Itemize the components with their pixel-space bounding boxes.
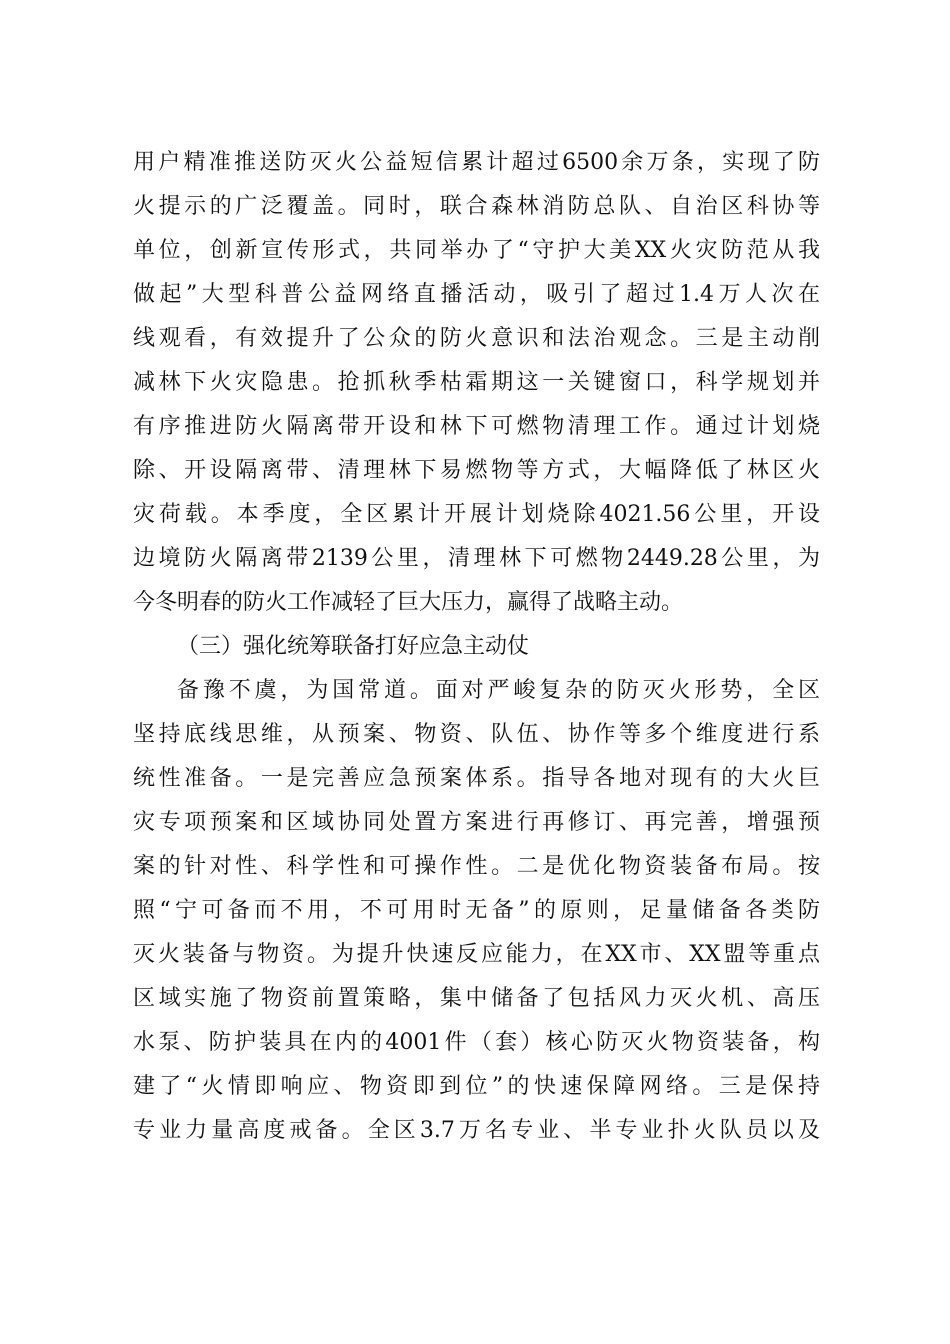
paragraph-line: 减林下火灾隐患。抢抓秋季枯霜期这一关键窗口，科学规划并 [133,370,820,395]
paragraph-line: 区域实施了物资前置策略，集中储备了包括风力灭火机、高压 [133,986,820,1011]
paragraph-line: 火提示的广泛覆盖。同时，联合森林消防总队、自治区科协等 [133,194,820,219]
paragraph-line: 今冬明春的防火工作减轻了巨大压力，赢得了战略主动。 [133,590,684,615]
paragraph-line: 坚持底线思维，从预案、物资、队伍、协作等多个维度进行系 [133,722,820,747]
paragraph-line: 灾荷载。本季度，全区累计开展计划烧除4021.56公里，开设 [133,502,820,527]
paragraph-line: 案的针对性、科学性和可操作性。二是优化物资装备布局。按 [133,854,820,879]
paragraph-line: 单位，创新宣传形式，共同举办了“守护大美XX火灾防范从我 [133,238,820,263]
paragraph-line: 备豫不虞，为国常道。面对严峻复杂的防灭火形势，全区 [177,678,820,703]
paragraph-line: 做起”大型科普公益网络直播活动，吸引了超过1.4万人次在 [133,282,820,307]
paragraph-line: 建了“火情即响应、物资即到位”的快速保障网络。三是保持 [133,1074,820,1099]
paragraph-line: 专业力量高度戒备。全区3.7万名专业、半专业扑火队员以及 [133,1118,820,1143]
paragraph-line: 除、开设隔离带、清理林下易燃物等方式，大幅降低了林区火 [133,458,820,483]
paragraph-line: 边境防火隔离带2139公里，清理林下可燃物2449.28公里，为 [133,546,820,571]
paragraph-line: 灾专项预案和区域协同处置方案进行再修订、再完善，增强预 [133,810,820,835]
paragraph-line: 水泵、防护装具在内的4001件（套）核心防灭火物资装备，构 [133,1030,820,1055]
paragraph-line: 照“宁可备而不用，不可用时无备”的原则，足量储备各类防 [133,898,820,923]
paragraph-line: 灭火装备与物资。为提升快速反应能力，在XX市、XX盟等重点 [133,942,820,967]
paragraph-line: 用户精准推送防灭火公益短信累计超过6500余万条，实现了防 [133,150,820,175]
paragraph-line: 有序推进防火隔离带开设和林下可燃物清理工作。通过计划烧 [133,414,820,439]
paragraph-line: 线观看，有效提升了公众的防火意识和法治观念。三是主动削 [133,326,820,351]
section-heading: （三）强化统筹联备打好应急主动仗 [177,634,530,659]
paragraph-line: 统性准备。一是完善应急预案体系。指导各地对现有的大火巨 [133,766,820,791]
